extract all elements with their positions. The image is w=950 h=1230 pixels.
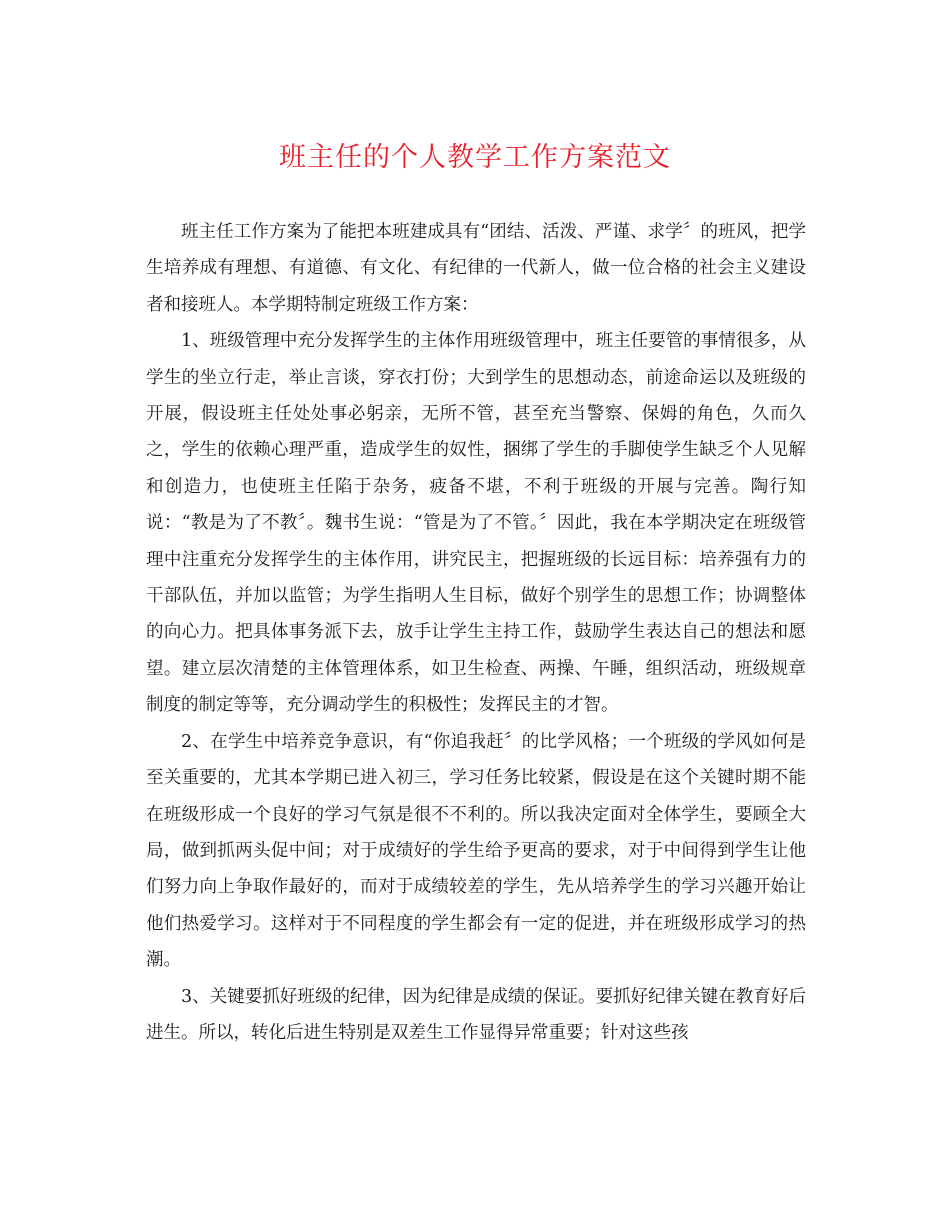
- paragraph-1: 1、班级管理中充分发挥学生的主体作用班级管理中，班主任要管的事情很多，从学生的坐立行走，举止言谈，穿衣打份；大到学生的思想动态，前途命运以及班级的开展，假设班主任处处事必躬亲，无所不管，甚至充当警察、保姆的角色，久而久之，学生的依赖心理严重，造成学生的奴性，捆绑了学生的手脚使学生缺乏个人见解和创造力，也使班主任陷于杂务，疲备不堪，不利于班级的开展与完善。陶行知说：“教是为了不教〞。魏书生说：“管是为了不管。〞因此，我在本学期决定在班级管理中注重充分发挥学生的主体作用，讲究民主，把握班级的长远目标：培养强有力的干部队伍，并加以监管；为学生指明人生目标，做好个别学生的思想工作；协调整体的向心力。把具体事务派下去，放手让学生主持工作，鼓励学生表达自己的想法和愿望。建立层次清楚的主体管理体系，如卫生检查、两操、午睡，组织活动，班级规章制度的制定等等，充分调动学生的积极性；发挥民主的才智。: [146, 331, 806, 716]
- document-title: 班主任的个人教学工作方案范文: [279, 142, 671, 173]
- paragraph-3: 3、关键要抓好班级的纪律，因为纪律是成绩的保证。要抓好纪律关键在教育好后进生。所以，转化后进生特别是双差生工作显得异常重要；针对这些孩: [146, 986, 806, 1043]
- paragraph-intro: 班主任工作方案为了能把本班建成具有“团结、活泼、严谨、求学〞的班风，把学生培养成有理想、有道德、有文化、有纪律的一代新人，做一位合格的社会主义建设者和接班人。本学期特制定班级工作方案：: [146, 222, 806, 315]
- paragraph-2: 2、在学生中培养竞争意识，有“你追我赶〞的比学风格；一个班级的学风如何是至关重要的，尤其本学期已进入初三，学习任务比较紧，假设是在这个关键时期不能在班级形成一个良好的学习气氛是很不不利的。所以我决定面对全体学生，要顾全大局，做到抓两头促中间；对于成绩好的学生给予更高的要求，对于中间得到学生让他们努力向上争取作最好的，而对于成绩较差的学生，先从培养学生的学习兴趣开始让他们热爱学习。这样对于不同程度的学生都会有一定的促进，并在班级形成学习的热潮。: [146, 731, 806, 971]
- document-body: [146, 214, 806, 1051]
